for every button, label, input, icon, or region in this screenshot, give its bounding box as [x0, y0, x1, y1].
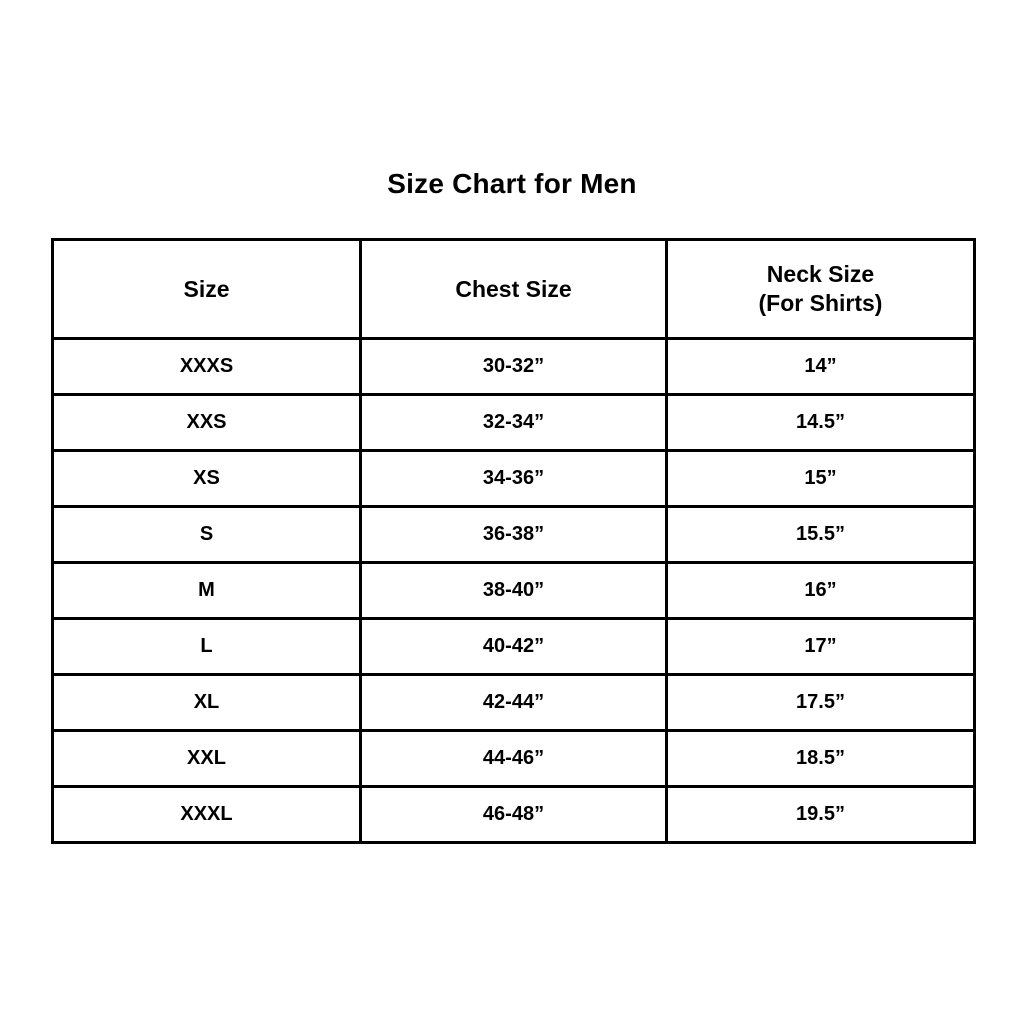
table-row [53, 395, 975, 451]
column-header-neck-size [667, 240, 975, 339]
cell-neck-size: 18.5” [667, 731, 975, 787]
table-header-row [53, 240, 975, 339]
cell-chest-size: 44-46” [361, 731, 667, 787]
cell-size: S [53, 507, 361, 563]
cell-neck-size: 16” [667, 563, 975, 619]
size-chart-table [51, 238, 976, 844]
cell-chest-size: 32-34” [361, 395, 667, 451]
cell-neck-size: 14” [667, 339, 975, 395]
column-header-neck-size-label: Neck Size [766, 261, 875, 288]
table-row [53, 451, 975, 507]
cell-size: XL [53, 675, 361, 731]
column-header-chest-size-label: Chest Size [455, 275, 572, 302]
table-row [53, 507, 975, 563]
page-title: Size Chart for Men [387, 168, 637, 199]
cell-chest-size: 42-44” [361, 675, 667, 731]
table-row [53, 787, 975, 843]
table-row [53, 563, 975, 619]
table-row [53, 339, 975, 395]
cell-size: XXS [53, 395, 361, 451]
table-row [53, 619, 975, 675]
column-header-size [53, 240, 361, 339]
table-row [53, 675, 975, 731]
cell-size: XXL [53, 731, 361, 787]
cell-size: XXXS [53, 339, 361, 395]
cell-size: XS [53, 451, 361, 507]
cell-chest-size: 46-48” [361, 787, 667, 843]
table-header [53, 240, 975, 339]
cell-chest-size: 36-38” [361, 507, 667, 563]
cell-neck-size: 19.5” [667, 787, 975, 843]
cell-chest-size: 30-32” [361, 339, 667, 395]
column-header-size-label: Size [183, 275, 230, 302]
cell-neck-size: 14.5” [667, 395, 975, 451]
cell-size: L [53, 619, 361, 675]
cell-neck-size: 15” [667, 451, 975, 507]
column-header-neck-size-sublabel: (For Shirts) [758, 290, 883, 316]
cell-chest-size: 40-42” [361, 619, 667, 675]
cell-neck-size: 15.5” [667, 507, 975, 563]
cell-neck-size: 17.5” [667, 675, 975, 731]
cell-chest-size: 34-36” [361, 451, 667, 507]
cell-neck-size: 17” [667, 619, 975, 675]
table-body [53, 339, 975, 843]
table-row [53, 731, 975, 787]
cell-size: M [53, 563, 361, 619]
cell-size: XXXL [53, 787, 361, 843]
column-header-chest-size [361, 240, 667, 339]
cell-chest-size: 38-40” [361, 563, 667, 619]
